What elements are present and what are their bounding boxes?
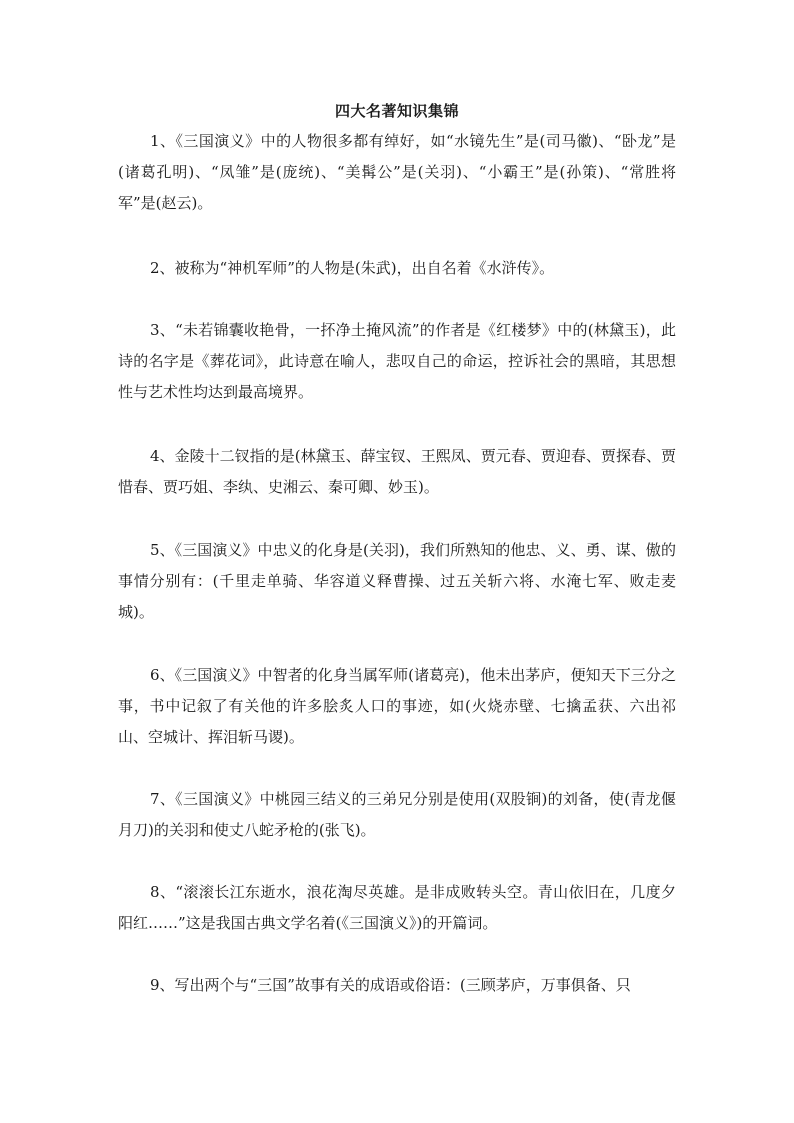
paragraph-item-4: 4、金陵十二钗指的是(林黛玉、薛宝钗、王熙凤、贾元春、贾迎春、贾探春、贾惜春、贾巧姐、李纨、史湘云、秦可卿、妙玉)。 xyxy=(118,447,676,496)
paragraph-item-7: 7、《三国演义》中桃园三结义的三弟兄分别是使用(双股锏)的刘备，使(青龙偃月刀)的关羽和使丈八蛇矛枪的(张飞)。 xyxy=(118,790,676,839)
paragraph-item-2: 2、被称为“神机军师”的人物是(朱武)，出自名着《水浒传》。 xyxy=(150,259,555,277)
paragraph-item-8: 8、“滚滚长江东逝水，浪花淘尽英雄。是非成败转头空。青山依旧在，几度夕阳红……”这是我国古典文学名着(《三国演义》)的开篇词。 xyxy=(118,883,676,932)
paragraph-item-3: 3、“未若锦囊收艳骨，一抔净土掩风流”的作者是《红楼梦》中的(林黛玉)，此诗的名字是《葬花词》，此诗意在喻人，悲叹自己的命运，控诉社会的黑暗，其思想性与艺术性均达到最高境界。 xyxy=(118,321,676,401)
paragraph-item-6: 6、《三国演义》中智者的化身当属军师(诸葛亮)，他未出茅庐，便知天下三分之事，书中记叙了有关他的许多脍炙人口的事迹，如(火烧赤壁、七擒孟获、六出祁山、空城计、挥泪斩马谡)。 xyxy=(118,666,676,746)
paragraph-item-9: 9、写出两个与“三国”故事有关的成语或俗语：(三顾茅庐，万事俱备、只 xyxy=(150,976,631,994)
document-title: 四大名著知识集锦 xyxy=(334,102,459,120)
paragraph-item-5: 5、《三国演义》中忠义的化身是(关羽)，我们所熟知的他忠、义、勇、谋、傲的事情分别有：(千里走单骑、华容道义释曹操、过五关斩六将、水淹七军、败走麦城)。 xyxy=(118,541,676,621)
paragraph-item-1: 1、《三国演义》中的人物很多都有绰好，如“水镜先生”是(司马徽)、“卧龙”是(诸葛孔明)、“凤雏”是(庞统)、“美髯公”是(关羽)、“小霸王”是(孙策)、“常胜将军”是(赵云)。 xyxy=(118,132,676,212)
